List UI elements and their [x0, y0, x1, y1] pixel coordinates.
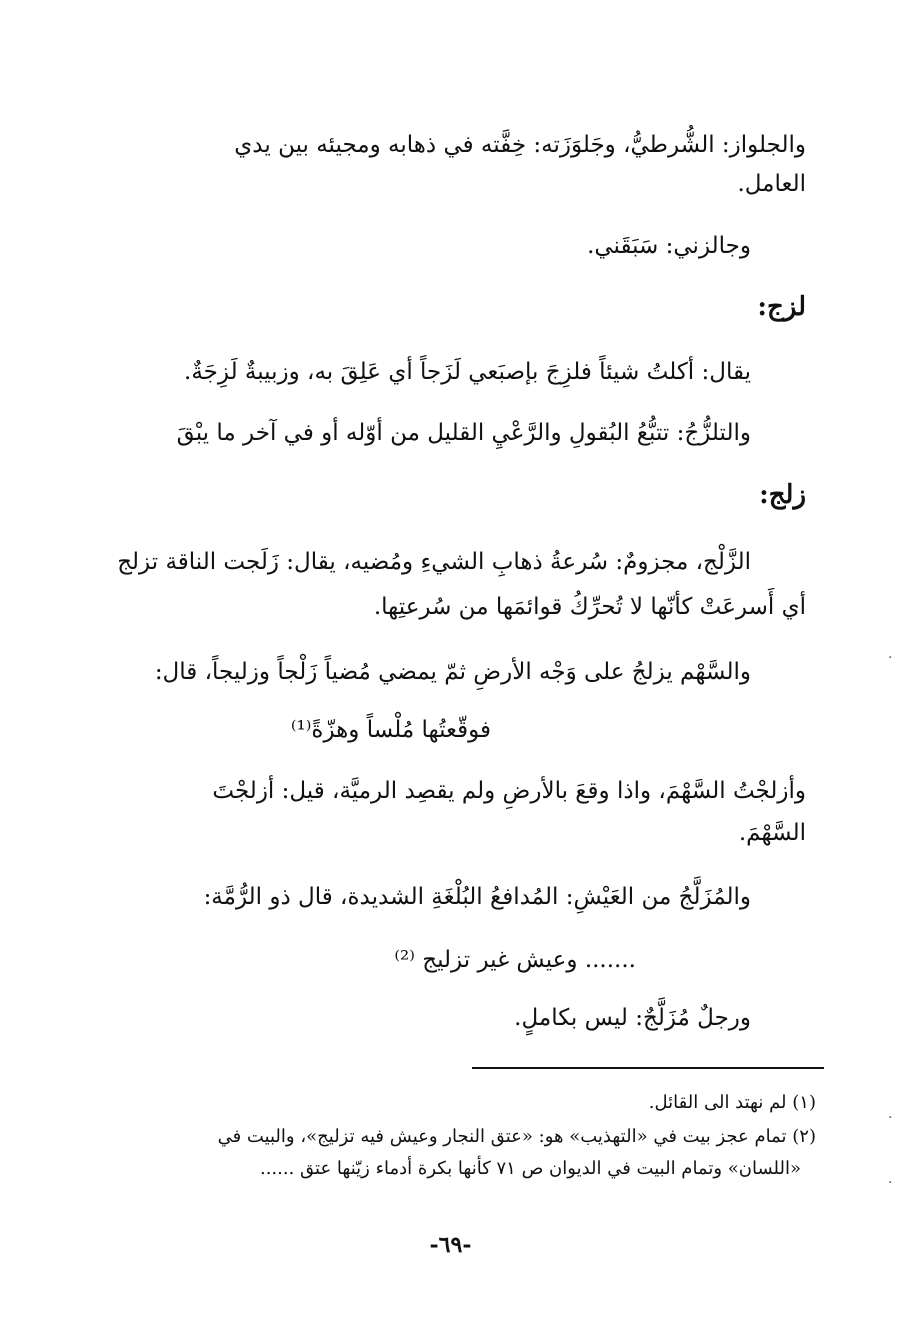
entry-line: والجلواز: الشُّرطيُّ، وجَلوَزَته: خِفَّته في ذهابه ومجيئه بين يدي [234, 132, 806, 158]
entry-line: ورجلٌ مُزَلَّجٌ: ليس بكاملٍ. [514, 1005, 751, 1031]
entry-line: العامل. [737, 171, 806, 197]
entry-heading: لزج: [757, 292, 806, 322]
entry-line: وجالزني: سَبَقَني. [587, 233, 751, 259]
verse-line: فوقّعتُها مُلْساً وهزّةً⁽¹⁾ [290, 717, 491, 743]
entry-line: يقال: أكلتُ شيئاً فلزِجَ بإصبَعي لَزَجاً أي عَلِقَ به، وزبيبةٌ لَزِجَةٌ. [184, 359, 751, 385]
footnote: (١) لم نهتد الى القائل. [648, 1092, 816, 1113]
page-number: -٦٩- [429, 1232, 472, 1258]
footnote: «اللسان» وتمام البيت في الديوان ص ٧١ كأنها بكرة أدماء زيّنها عتق ...... [259, 1158, 801, 1179]
entry-line: السَّهْمَ. [738, 820, 806, 846]
entry-line: الزَّلْج، مجزومٌ: سُرعةُ ذهابِ الشيءِ ومُضيه، يقال: زَلَجت الناقة تزلج [117, 549, 751, 575]
entry-line: أي أَسرعَتْ كأنّها لا تُحرِّكُ قوائمَها من سُرعتِها. [373, 594, 806, 620]
scan-mark: · [888, 1175, 893, 1191]
entry-line: والتلزُّجُ: تتبُّعُ البُقولِ والرَّعْيِ القليل من أوّله أو في آخر ما يبْقَ [176, 420, 751, 446]
footnote: (٢) تمام عجز بيت في «التهذيب» هو: «عتق النجار وعيش فيه تزليج»، والبيت في [217, 1126, 816, 1147]
verse-line: ....... وعيش غير تزليج ⁽²⁾ [394, 947, 636, 973]
entry-line: وأزلجْتُ السَّهْمَ، واذا وقعَ بالأرضِ ولم يقصِد الرميَّة، قيل: أزلجْتَ [212, 778, 806, 804]
footnote-separator [472, 1067, 824, 1069]
entry-heading: زلج: [759, 480, 806, 510]
entry-line: والسَّهْم يزلجُ على وَجْه الأرضِ ثمّ يمضي مُضياً زَلْجاً وزليجاً، قال: [154, 659, 751, 685]
entry-line: والمُزَلَّجُ من العَيْشِ: المُدافعُ البُلْغَةِ الشديدة، قال ذو الرُّمَّة: [203, 884, 751, 910]
scan-mark: · [888, 1110, 893, 1126]
scan-mark: · [888, 650, 893, 666]
